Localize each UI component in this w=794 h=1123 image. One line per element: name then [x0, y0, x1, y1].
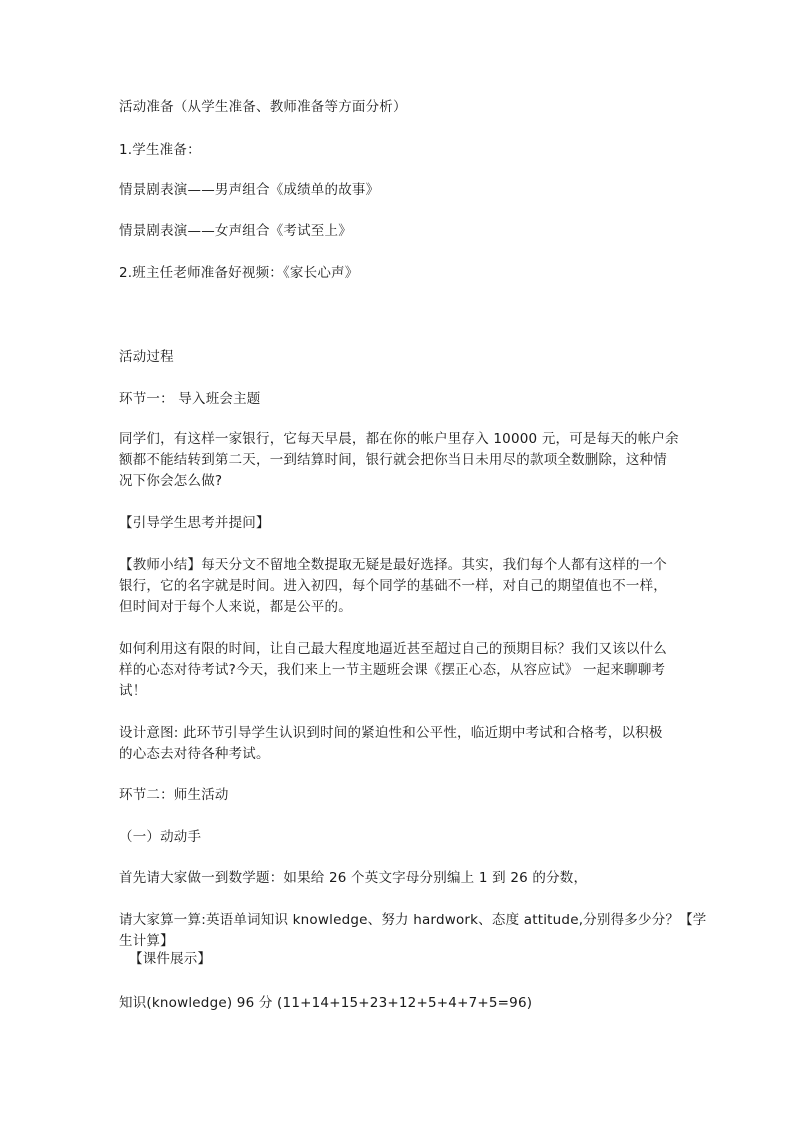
- knowledge-score-line: 知识(knowledge) 96 分 (11+14+15+23+12+5+4+7+5=96): [119, 995, 533, 1011]
- design-intent-paragraph: [119, 723, 681, 765]
- activity-prep-heading: 活动准备（从学生准备、教师准备等方面分析）: [119, 99, 407, 115]
- teacher-summary-paragraph: [119, 555, 681, 618]
- calc-task-line-2: 生计算】: [119, 933, 174, 949]
- skit-girls-line: 情景剧表演——女声组合《考试至上》: [119, 223, 352, 239]
- teacher-prep-line: 2.班主任老师准备好视频：《家长心声》: [119, 265, 359, 281]
- intro-theme-line-1: 如何利用这有限的时间，让自己最大程度地逼近甚至超过自己的预期目标？我们又该以什么: [119, 641, 667, 657]
- activity-process-heading: 活动过程: [119, 349, 174, 365]
- calc-task-line-1: 请大家算一算:英语单词知识 knowledge、努力 hardwork、态度 attitude,分别得多少分？【学: [119, 912, 707, 928]
- bank-story-paragraph: [119, 429, 681, 492]
- intro-theme-line-2: 样的心态对待考试?今天，我们来上一节主题班会课《摆正心态，从容应试》 一起来聊聊考: [119, 662, 666, 678]
- teacher-summary-line-2: 银行，它的名字就是时间。进入初四，每个同学的基础不一样，对自己的期望值也不一样，: [119, 578, 667, 594]
- design-intent-line-1: 设计意图: 此环节引导学生认识到时间的紧迫性和公平性，临近期中考试和合格考，以积极: [119, 725, 663, 741]
- bank-story-line-3: 况下你会怎么做?: [119, 473, 223, 489]
- intro-theme-line-3: 试！: [119, 683, 147, 699]
- calc-task-paragraph: [119, 910, 707, 952]
- step2-heading: 环节二：师生活动: [119, 787, 229, 803]
- design-intent-line-2: 的心态去对待各种考试。: [119, 746, 270, 762]
- step1-heading: 环节一： 导入班会主题: [119, 391, 261, 407]
- skit-boys-line: 情景剧表演——男声组合《成绩单的故事》: [119, 182, 380, 198]
- student-prep-label: 1.学生准备：: [119, 142, 201, 158]
- intro-theme-paragraph: [119, 639, 681, 702]
- math-task-line: 首先请大家做一到数学题：如果给 26 个英文字母分别编上 1 到 26 的分数，: [119, 870, 588, 886]
- teacher-summary-line-3: 但时间对于每个人来说，都是公平的。: [119, 599, 352, 615]
- teacher-summary-line-1: 【教师小结】每天分文不留地全数提取无疑是最好选择。其实，我们每个人都有这样的一个: [119, 557, 667, 573]
- bank-story-line-1: 同学们，有这样一家银行，它每天早晨，都在你的帐户里存入 10000 元，可是每天的帐户余: [119, 431, 679, 447]
- bank-story-line-2: 额都不能结转到第二天，一到结算时间，银行就会把你当日未用尽的款项全数删除，这种情: [119, 452, 667, 468]
- guide-prompt: 【引导学生思考并提问】: [119, 515, 270, 531]
- sub1-heading: （一）动动手: [119, 829, 202, 845]
- courseware-label: 【课件展示】: [129, 951, 212, 967]
